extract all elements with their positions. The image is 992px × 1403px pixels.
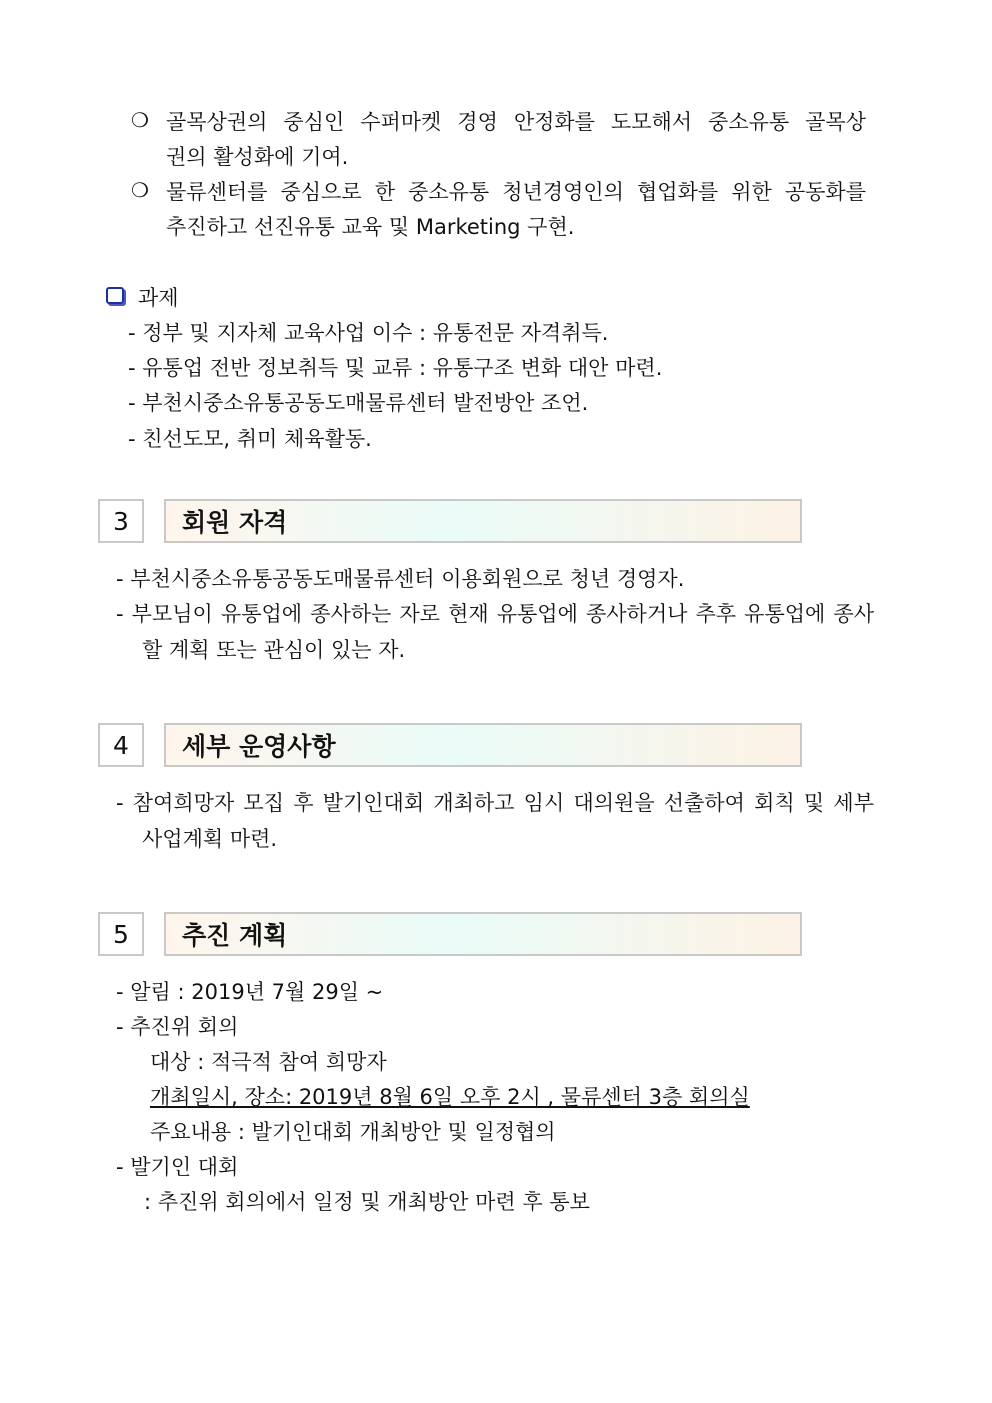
task-item: - 친선도모, 취미 체육활동. [128, 427, 372, 451]
section-4-item-1-line-2: 사업계획 마련. [142, 827, 278, 851]
section-4-item-1-line-1: - 참여희망자 모집 후 발기인대회 개최하고 임시 대의원을 선출하여 회칙 및 세부 [116, 791, 874, 815]
task-item: - 부천시중소유통공동도매물류센터 발전방안 조언. [128, 391, 589, 415]
section-3-number: 3 [98, 499, 144, 543]
section-3-item-2-line-1: - 부모님이 유통업에 종사하는 자로 현재 유통업에 종사하거나 추후 유통업에 종사 [116, 602, 874, 626]
section-4-title: 세부 운영사항 [164, 723, 802, 767]
intro-item-2-line-2: 추진하고 선진유통 교육 및 Marketing 구현. [166, 215, 575, 239]
intro-item-1-line-2: 권의 활성화에 기여. [166, 145, 349, 169]
plan-founders-note: : 추진위 회의에서 일정 및 개최방안 마련 후 통보 [144, 1190, 590, 1214]
circle-bullet-icon: ❍ [131, 108, 149, 132]
plan-founders: - 발기인 대회 [116, 1155, 239, 1179]
plan-target: 대상 : 적극적 참여 희망자 [150, 1050, 387, 1074]
plan-datetime: 개최일시, 장소: 2019년 8월 6일 오후 2시 , 물류센터 3층 회의실 [150, 1085, 750, 1109]
intro-item-1-line-1: 골목상권의 중심인 수퍼마켓 경영 안정화를 도모해서 중소유통 골목상 [166, 110, 866, 134]
section-5-number: 5 [98, 912, 144, 956]
circle-bullet-icon: ❍ [131, 178, 149, 202]
square-bullet-icon [106, 287, 124, 304]
task-item: - 정부 및 지자체 교육사업 이수 : 유통전문 자격취득. [128, 321, 609, 345]
task-item: - 유통업 전반 정보취득 및 교류 : 유통구조 변화 대안 마련. [128, 356, 663, 380]
section-3-item-1: - 부천시중소유통공동도매물류센터 이용회원으로 청년 경영자. [116, 567, 685, 591]
section-4-number: 4 [98, 723, 144, 767]
intro-item-2-line-1: 물류센터를 중심으로 한 중소유통 청년경영인의 협업화를 위한 공동화를 [166, 180, 866, 204]
plan-content: 주요내용 : 발기인대회 개최방안 및 일정협의 [150, 1120, 556, 1144]
tasks-heading: 과제 [138, 286, 179, 310]
plan-notice: - 알림 : 2019년 7월 29일 ~ [116, 980, 384, 1004]
section-3-title: 회원 자격 [164, 499, 802, 543]
plan-committee: - 추진위 회의 [116, 1015, 239, 1039]
section-3-item-2-line-2: 할 계획 또는 관심이 있는 자. [142, 638, 406, 662]
section-5-title: 추진 계획 [164, 912, 802, 956]
